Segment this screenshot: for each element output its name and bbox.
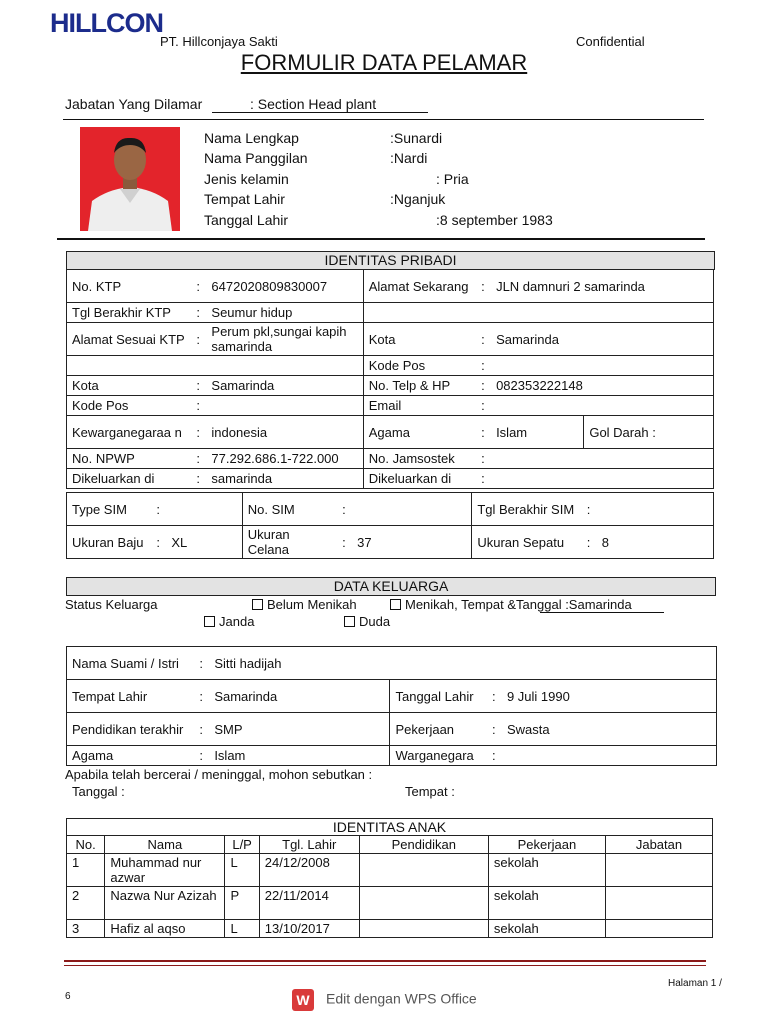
data-keluarga-heading: DATA KELUARGA xyxy=(66,577,716,596)
colon: : xyxy=(487,746,502,766)
bio-nama-panggilan-label: Nama Panggilan xyxy=(204,150,308,166)
kota-right-value: Samarinda xyxy=(491,323,713,356)
bio-tanggal-lahir-label: Tanggal Lahir xyxy=(204,212,289,228)
cerai-tanggal-label: Tanggal : xyxy=(72,784,125,799)
kode-pos-left-label: Kode Pos xyxy=(67,396,192,416)
colon: : xyxy=(194,680,209,713)
column-header: No. xyxy=(67,836,105,854)
colon: : xyxy=(194,647,209,680)
wps-office-icon: W xyxy=(292,989,314,1011)
colon: : xyxy=(191,469,206,489)
checkbox-icon[interactable] xyxy=(344,616,355,627)
colon: : xyxy=(476,356,491,376)
anak-no: 1 xyxy=(67,854,105,887)
bio-nama-panggilan-value: :Nardi xyxy=(390,150,428,166)
identitas-anak-table xyxy=(66,818,713,938)
tgl-berakhir-sim-label: Tgl Berakhir SIM xyxy=(472,493,582,526)
npwp-label: No. NPWP xyxy=(67,449,192,469)
ukuran-baju-label: Ukuran Baju xyxy=(67,526,152,559)
telp-label: No. Telp & HP xyxy=(363,376,476,396)
no-sim-value xyxy=(352,493,472,526)
ktp-value: 6472020809830007 xyxy=(206,270,363,303)
anak-tgl-lahir: 22/11/2014 xyxy=(259,887,359,920)
kode-pos-right-label: Kode Pos xyxy=(363,356,476,376)
dikeluarkan-right-value xyxy=(491,469,713,489)
column-header: L/P xyxy=(225,836,259,854)
ukuran-celana-label: Ukuran Celana xyxy=(242,526,337,559)
colon: : xyxy=(476,323,491,356)
alamat-sekarang-label: Alamat Sekarang xyxy=(363,270,476,303)
confidential-label: Confidential xyxy=(576,34,645,49)
empty-cell xyxy=(363,303,713,323)
jamsostek-label: No. Jamsostek xyxy=(363,449,476,469)
anak-no: 3 xyxy=(67,920,105,938)
pasangan-agama-value: Islam xyxy=(209,746,390,766)
checkbox-icon[interactable] xyxy=(204,616,215,627)
bio-jenis-kelamin-label: Jenis kelamin xyxy=(204,171,289,187)
tgl-berakhir-sim-value xyxy=(597,493,714,526)
colon: : xyxy=(151,526,166,559)
colon: : xyxy=(151,493,166,526)
bio-jenis-kelamin-value: : Pria xyxy=(436,171,469,187)
bio-nama-lengkap-value: :Sunardi xyxy=(390,130,443,146)
anak-lp: P xyxy=(225,887,259,920)
colon: : xyxy=(191,303,206,323)
checkbox-icon[interactable] xyxy=(252,599,263,610)
alamat-sekarang-value: JLN damnuri 2 samarinda xyxy=(491,270,713,303)
dikeluarkan-left-label: Dikeluarkan di xyxy=(67,469,192,489)
wps-edit-button[interactable] xyxy=(292,989,477,1011)
status-keluarga-label: Status Keluarga xyxy=(65,597,158,612)
identitas-anak-heading: IDENTITAS ANAK xyxy=(67,819,713,836)
page-number: 6 xyxy=(65,991,71,1002)
wps-edit-label: Edit dengan WPS Office xyxy=(326,990,477,1007)
kewarganegaraan-value: indonesia xyxy=(206,416,363,449)
colon: : xyxy=(487,713,502,746)
colon: : xyxy=(476,449,491,469)
company-logo: HILLCON xyxy=(50,8,163,38)
colon: : xyxy=(476,270,491,303)
colon: : xyxy=(476,396,491,416)
identitas-pribadi-table xyxy=(66,269,714,489)
kota-left-label: Kota xyxy=(67,376,192,396)
colon: : xyxy=(476,416,491,449)
anak-nama: Hafiz al aqso xyxy=(105,920,225,938)
jamsostek-value xyxy=(491,449,713,469)
column-header: Tgl. Lahir xyxy=(259,836,359,854)
colon: : xyxy=(487,680,502,713)
ukuran-sepatu-label: Ukuran Sepatu xyxy=(472,526,582,559)
npwp-value: 77.292.686.1-722.000 xyxy=(206,449,363,469)
anak-nama: Muhammad nur azwar xyxy=(105,854,225,887)
bio-tempat-lahir-value: :Nganjuk xyxy=(390,191,446,207)
pasangan-warganegara-value xyxy=(502,746,717,766)
colon: : xyxy=(191,416,206,449)
nama-pasangan-value: Sitti hadijah xyxy=(209,647,716,680)
column-header: Pendidikan xyxy=(359,836,488,854)
column-header: Pekerjaan xyxy=(488,836,605,854)
tgl-berakhir-ktp-label: Tgl Berakhir KTP xyxy=(67,303,192,323)
empty-cell xyxy=(67,356,364,376)
anak-lp: L xyxy=(225,854,259,887)
bio-tempat-lahir-label: Tempat Lahir xyxy=(204,191,285,207)
status-belum-menikah[interactable]: Belum Menikah xyxy=(252,597,357,612)
colon: : xyxy=(191,449,206,469)
colon: : xyxy=(476,376,491,396)
pasangan-tanggal-lahir-label: Tanggal Lahir xyxy=(390,680,487,713)
status-duda[interactable]: Duda xyxy=(344,614,390,629)
gol-darah-label: Gol Darah xyxy=(589,424,649,440)
anak-pekerjaan: sekolah xyxy=(488,854,605,887)
colon: : xyxy=(337,526,352,559)
colon: : xyxy=(191,376,206,396)
pasangan-pekerjaan-label: Pekerjaan xyxy=(390,713,487,746)
bio-tanggal-lahir-value: :8 september 1983 xyxy=(436,212,553,228)
kewarganegaraan-label: Kewarganegaraa n xyxy=(67,416,192,449)
pasangan-agama-label: Agama xyxy=(67,746,195,766)
checkbox-icon[interactable] xyxy=(390,599,401,610)
footer-divider xyxy=(64,960,706,962)
ktp-label: No. KTP xyxy=(67,270,192,303)
sim-ukuran-table xyxy=(66,492,714,559)
colon: : xyxy=(194,713,209,746)
anak-tgl-lahir: 13/10/2017 xyxy=(259,920,359,938)
ukuran-sepatu-value: 8 xyxy=(597,526,714,559)
colon: : xyxy=(582,493,597,526)
alamat-ktp-label: Alamat Sesuai KTP xyxy=(67,323,192,356)
colon: : xyxy=(582,526,597,559)
anak-jabatan xyxy=(605,854,712,887)
colon: : xyxy=(191,396,206,416)
cerai-tempat-label: Tempat : xyxy=(405,784,455,799)
page-label: Halaman 1 / xyxy=(668,978,722,989)
applicant-photo xyxy=(80,127,180,231)
dikeluarkan-left-value: samarinda xyxy=(206,469,363,489)
kode-pos-right-value xyxy=(491,356,713,376)
pasangan-tempat-lahir-label: Tempat Lahir xyxy=(67,680,195,713)
gol-darah-cell: Gol Darah : xyxy=(584,416,714,449)
pasangan-tanggal-lahir-value: 9 Juli 1990 xyxy=(502,680,717,713)
pasangan-pendidikan-value: SMP xyxy=(209,713,390,746)
pasangan-pekerjaan-value: Swasta xyxy=(502,713,717,746)
table-row xyxy=(67,887,713,920)
company-name: PT. Hillconjaya Sakti xyxy=(160,34,278,49)
footer-divider-thin xyxy=(64,965,706,966)
telp-value: 082353222148 xyxy=(491,376,713,396)
form-title: FORMULIR DATA PELAMAR xyxy=(240,50,528,75)
anak-nama: Nazwa Nur Azizah xyxy=(105,887,225,920)
type-sim-value xyxy=(166,493,242,526)
type-sim-label: Type SIM xyxy=(67,493,152,526)
dikeluarkan-right-label: Dikeluarkan di xyxy=(363,469,476,489)
anak-pekerjaan: sekolah xyxy=(488,887,605,920)
ukuran-baju-value: XL xyxy=(166,526,242,559)
anak-tgl-lahir: 24/12/2008 xyxy=(259,854,359,887)
agama-value: Islam xyxy=(491,416,584,449)
table-row xyxy=(67,920,713,938)
divider-top xyxy=(63,119,704,120)
column-header: Nama xyxy=(105,836,225,854)
divider-bio xyxy=(57,238,705,240)
bio-nama-lengkap-label: Nama Lengkap xyxy=(204,130,299,146)
alamat-ktp-value: Perum pkl,sungai kapih samarinda xyxy=(206,323,363,356)
anak-jabatan xyxy=(605,920,712,938)
colon: : xyxy=(191,323,206,356)
pasangan-warganegara-label: Warganegara xyxy=(390,746,487,766)
anak-pendidikan xyxy=(359,887,488,920)
jabatan-value: : Section Head plant xyxy=(212,96,428,113)
no-sim-label: No. SIM xyxy=(242,493,337,526)
table-row xyxy=(67,854,713,887)
cerai-note: Apabila telah bercerai / meninggal, mohon sebutkan : xyxy=(65,767,373,782)
email-value xyxy=(491,396,713,416)
anak-pekerjaan: sekolah xyxy=(488,920,605,938)
pasangan-pendidikan-label: Pendidikan terakhir xyxy=(67,713,195,746)
colon: : xyxy=(191,270,206,303)
nama-pasangan-label: Nama Suami / Istri xyxy=(67,647,195,680)
anak-lp: L xyxy=(225,920,259,938)
colon: : xyxy=(194,746,209,766)
anak-pendidikan xyxy=(359,854,488,887)
column-header: Jabatan xyxy=(605,836,712,854)
email-label: Email xyxy=(363,396,476,416)
kota-right-label: Kota xyxy=(363,323,476,356)
status-menikah[interactable]: Menikah, Tempat &Tanggal :Samarinda xyxy=(390,597,632,612)
menikah-underline xyxy=(540,612,664,613)
identitas-pribadi-heading: IDENTITAS PRIBADI xyxy=(66,251,715,270)
kota-left-value: Samarinda xyxy=(206,376,363,396)
colon: : xyxy=(476,469,491,489)
ukuran-celana-value: 37 xyxy=(352,526,472,559)
agama-label: Agama xyxy=(363,416,476,449)
anak-pendidikan xyxy=(359,920,488,938)
jabatan-label: Jabatan Yang Dilamar xyxy=(65,96,203,112)
status-janda[interactable]: Janda xyxy=(204,614,254,629)
pasangan-table xyxy=(66,646,717,766)
pasangan-tempat-lahir-value: Samarinda xyxy=(209,680,390,713)
anak-no: 2 xyxy=(67,887,105,920)
kode-pos-left-value xyxy=(206,396,363,416)
anak-jabatan xyxy=(605,887,712,920)
tgl-berakhir-ktp-value: Seumur hidup xyxy=(206,303,363,323)
colon: : xyxy=(337,493,352,526)
